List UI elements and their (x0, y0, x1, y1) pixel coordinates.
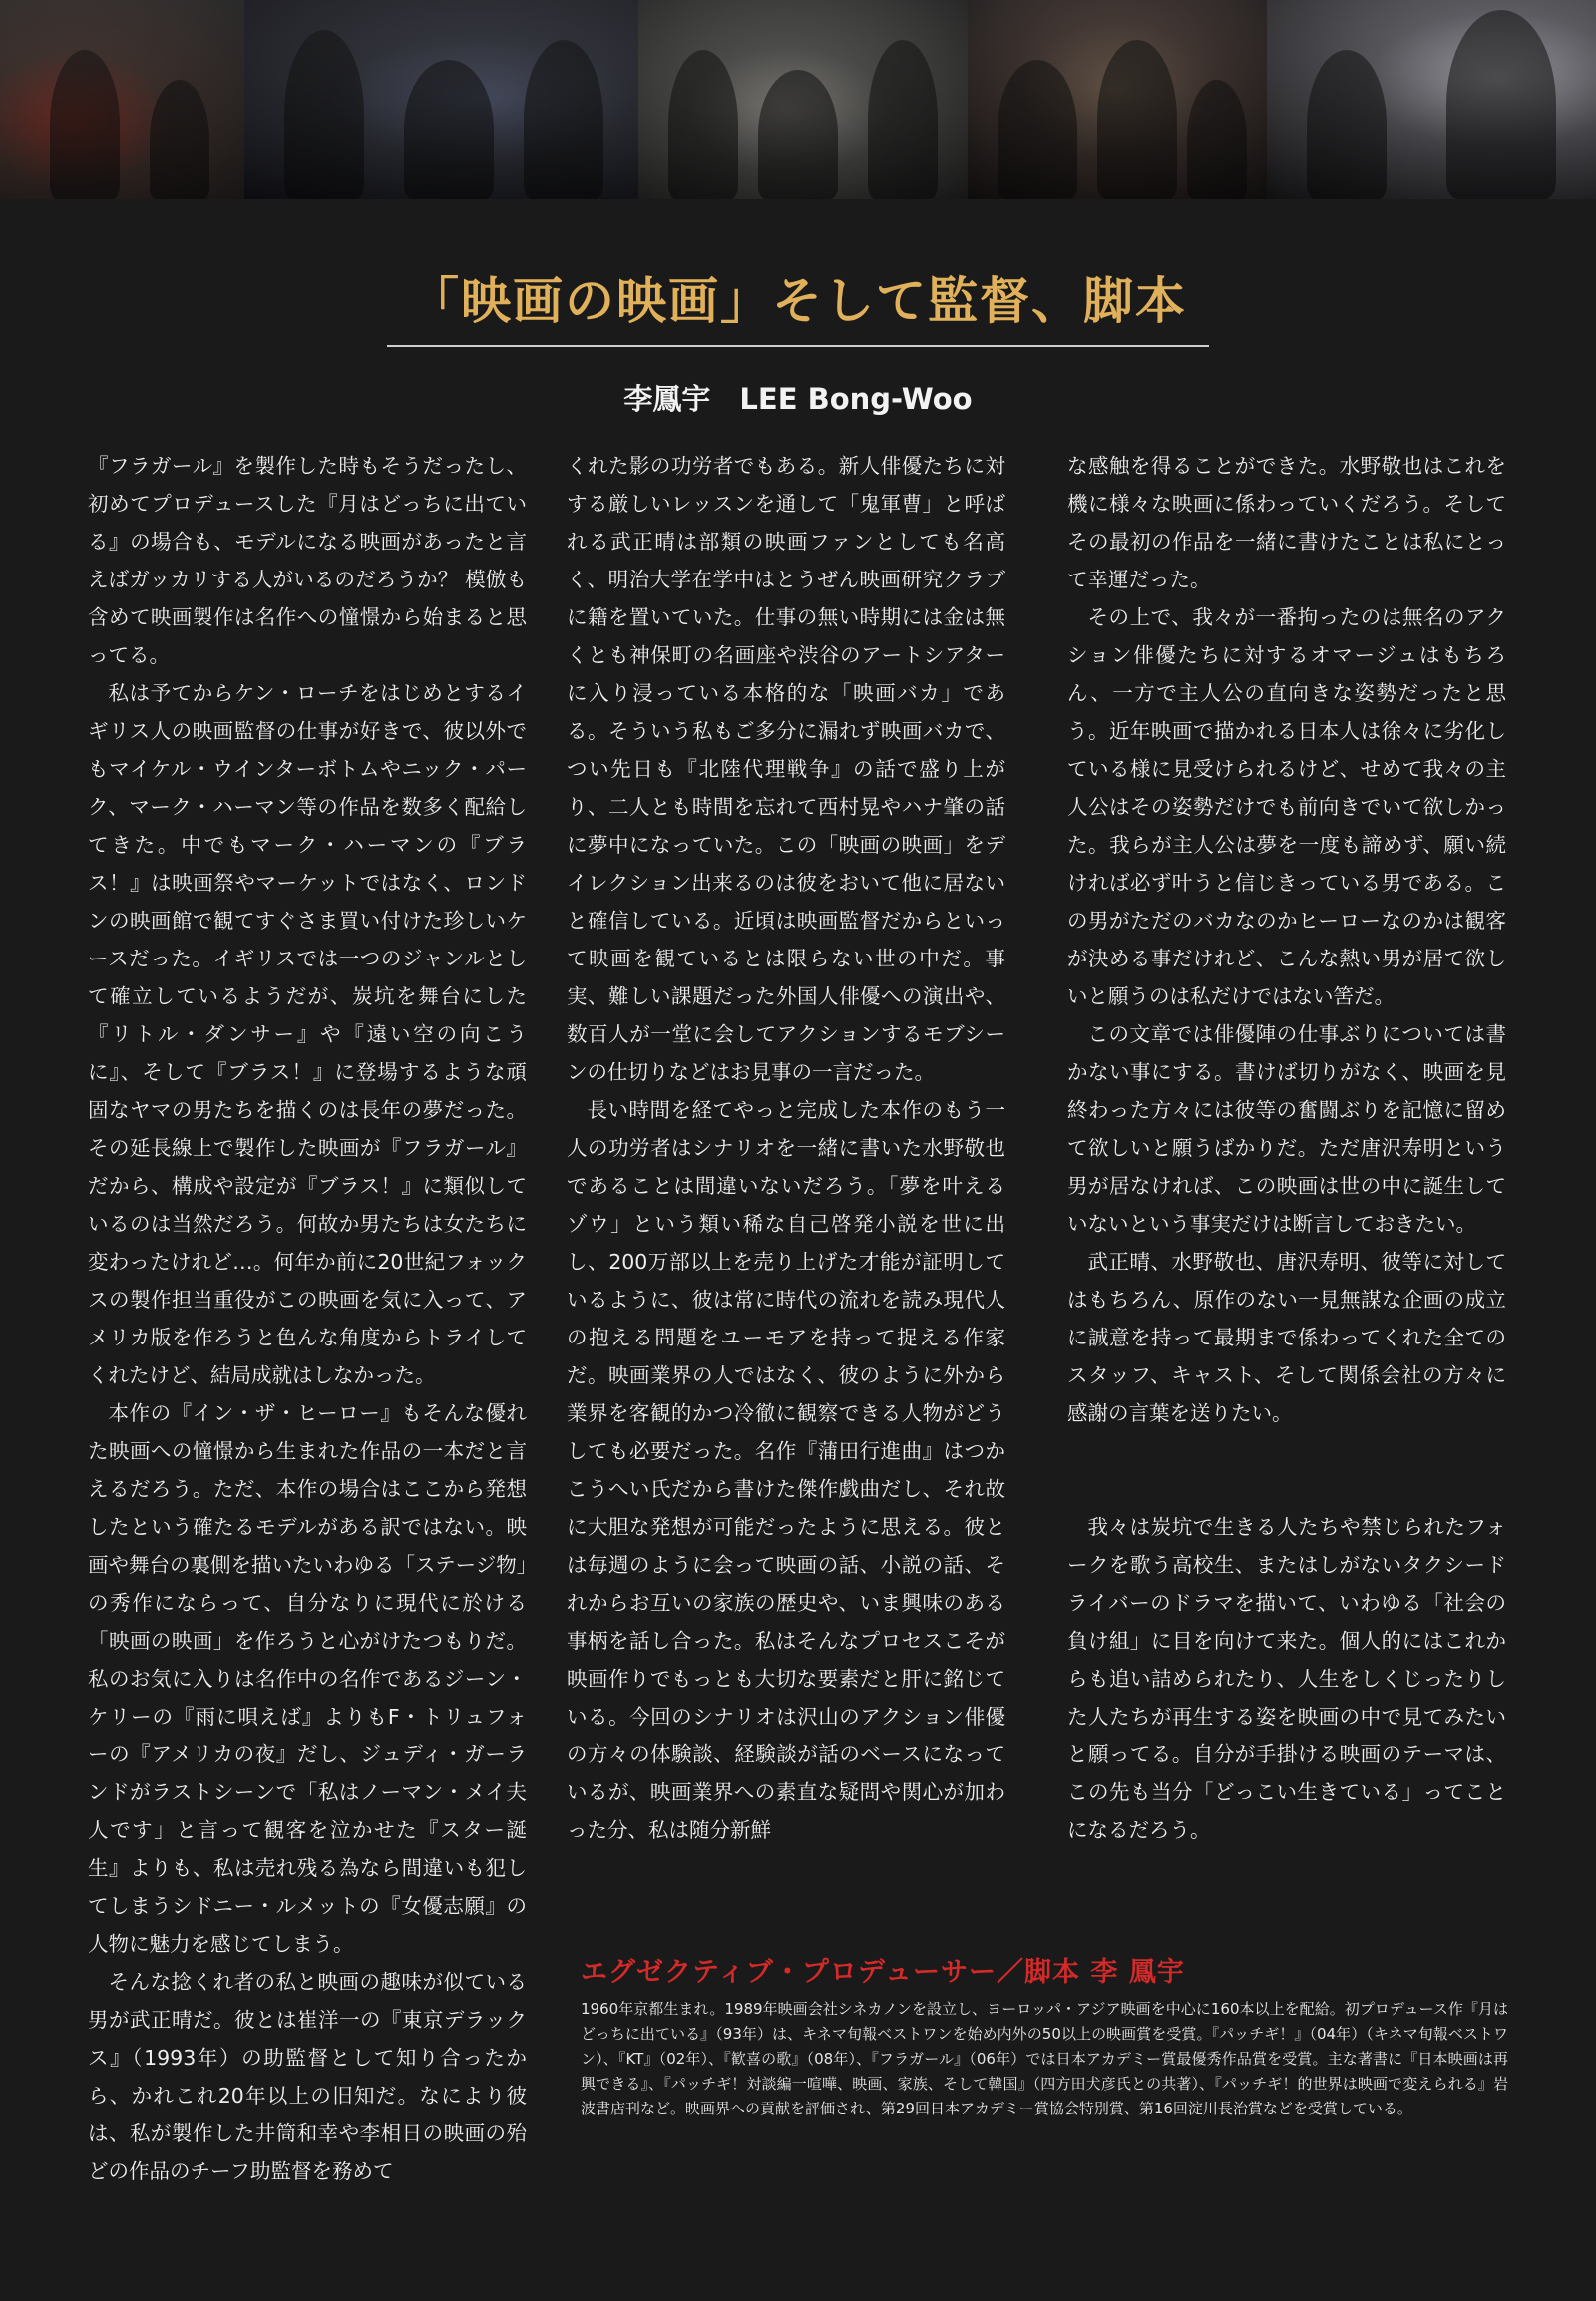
bio-heading: エグゼクティブ・プロデューサー／脚本 李 鳳宇 (581, 1957, 1185, 1988)
paragraph: 武正晴、水野敬也、唐沢寿明、彼等に対してはもちろん、原作のない一見無謀な企画の成立に誠意を持って最期まで係わってくれた全てのスタッフ、キャスト、そして関係会社の方々に感謝の言葉を送りたい。 (1067, 1250, 1506, 1425)
paragraph: 我々は炭坑で生きる人たちや禁じられたフォークを歌う高校生、またはしがないタクシードライバーのドラマを描いて、いわゆる「社会の負け組」に目を向けて来た。個人的にはこれからも追い詰められたり、人生をしくじったりした人たちが再生する姿を映画の中で見てみたいと願ってる。自分が手掛ける映画のテーマは、この先も当分「どっこい生きている」ってことになるだろう。 (1067, 1515, 1506, 1842)
set-photo-1 (0, 0, 244, 199)
paragraph: この文章では俳優陣の仕事ぶりについては書かない事にする。書けば切りがなく、映画を見終わった方々には彼等の奮闘ぶりを記憶に留めて欲しいと願うばかりだ。ただ唐沢寿明という男が居なければ、この映画は世の中に誕生していないという事実だけは断言しておきたい。 (1067, 1022, 1506, 1236)
bio-text: 1960年京都生まれ。1989年映画会社シネカノンを設立し、ヨーロッパ・アジア映画を中心に160本以上を配給。初プロデュース作『月はどっちに出ている』（93年）は、キネマ旬報ベストワンを始め内外の50以上の映画賞を受賞。『パッチギ！』（04年）（キネマ旬報ベストワン）、『KT』（02年）、『歓喜の歌』（08年）、『フラガール』（06年）では日本アカデミー賞最優秀作品賞を受賞。主な著書に『日本映画は再興できる』、『パッチギ！対談編一喧嘩、映画、家族、そして韓国』（四方田犬彦氏との共著）、『パッチギ！的世界は映画で変えられる』岩波書店刊など。映画界への貢献を評価され、第29回日本アカデミー賞協会特別賞、第16回淀川長治賞などを受賞している。 (581, 2000, 1508, 2117)
set-photo-4 (968, 0, 1267, 199)
paragraph: 『フラガール』を製作した時もそうだったし、初めてプロデュースした『月はどっちに出ている』の場合も、モデルになる映画があったと言えばガッカリする人がいるのだろうか？ 模倣も含めて映画製作は名作への憧憬から始まると思ってる。 (88, 454, 527, 667)
column-3-closing (1067, 1508, 1506, 1849)
paragraph: 本作の『イン・ザ・ヒーロー』もそんな優れた映画への憧憬から生まれた作品の一本だと言えるだろう。ただ、本作の場合はここから発想したという確たるモデルがある訳ではない。映画や舞台の裏側を描いたいわゆる「ステージ物」の秀作にならって、自分なりに現代に於ける「映画の映画」を作ろうと心がけたつもりだ。私のお気に入りは名作中の名作であるジーン・ケリーの『雨に唄えば』よりもF・トリュフォーの『アメリカの夜』だし、ジュディ・ガーランドがラストシーンで「私はノーマン・メイ夫人です」と言って観客を泣かせた『スター誕生』よりも、私は売れ残る為なら間違いも犯してしまうシドニー・ルメットの『女優志願』の人物に魅力を感じてしまう。 (88, 1401, 527, 1956)
set-photo-3 (638, 0, 968, 199)
paragraph: そんな捻くれ者の私と映画の趣味が似ている男が武正晴だ。彼とは崔洋一の『東京デラックス』（1993年）の助監督として知り合ったから、かれこれ20年以上の旧知だ。なにより彼は、私が製作した井筒和幸や李相日の映画の殆どの作品のチーフ助監督を務めて (88, 1970, 527, 2183)
column-3-main (1067, 447, 1506, 1432)
paragraph: その上で、我々が一番拘ったのは無名のアクション俳優たちに対するオマージュはもちろん、一方で主人公の直向きな姿勢だったと思う。近年映画で描かれる日本人は徐々に劣化している様に見受けられるけど、せめて我々の主人公はその姿勢だけでも前向きでいて欲しかった。我らが主人公は夢を一度も諦めず、願い続ければ必ず叶うと信じきっている男である。この男がただのバカなのかヒーローなのかは観客が決める事だけれど、こんな熱い男が居て欲しいと願うのは私だけではない筈だ。 (1067, 605, 1506, 1008)
photo-strip (0, 0, 1596, 199)
paragraph: 長い時間を経てやっと完成した本作のもう一人の功労者はシナリオを一緒に書いた水野敬也であることは間違いないだろう。「夢を叶えるゾウ」という類い稀な自己啓発小説を世に出し、200万部以上を売り上げた才能が証明しているように、彼は常に時代の流れを読み現代人の抱える問題をユーモアを持って捉える作家だ。映画業界の人ではなく、彼のように外から業界を客観的かつ冷徹に観察できる人物がどうしても必要だった。名作『蒲田行進曲』はつかこうへい氏だから書けた傑作戯曲だし、それ故に大胆な発想が可能だったように思える。彼とは毎週のように会って映画の話、小説の話、それからお互いの家族の歴史や、いま興味のある事柄を話し合った。私はそんなプロセスこそが映画作りでもっとも大切な要素だと肝に銘じている。今回のシナリオは沢山のアクション俳優の方々の体験談、経験談が話のベースになっているが、映画業界への素直な疑問や関心が加わった分、私は随分新鮮 (567, 1098, 1005, 1842)
set-photo-2 (244, 0, 638, 199)
title-divider (387, 345, 1209, 347)
paragraph: な感触を得ることができた。水野敬也はこれを機に様々な映画に係わっていくだろう。そしてその最初の作品を一緒に書けたことは私にとって幸運だった。 (1067, 454, 1506, 591)
text-column-1 (88, 447, 527, 2190)
text-column-3 (1067, 447, 1506, 1849)
paragraph: 私は予てからケン・ローチをはじめとするイギリス人の映画監督の仕事が好きで、彼以外でもマイケル・ウインターボトムやニック・パーク、マーク・ハーマン等の作品を数多く配給してきた。中でもマーク・ハーマンの『ブラス！』は映画祭やマーケットではなく、ロンドンの映画館で観てすぐさま買い付けた珍しいケースだった。イギリスでは一つのジャンルとして確立しているようだが、炭坑を舞台にした『リトル・ダンサー』や『遠い空の向こうに』、そして『ブラス！』に登場するような頑固なヤマの男たちを描くのは長年の夢だった。その延長線上で製作した映画が『フラガール』だから、構成や設定が『ブラス！』に類似しているのは当然だろう。何故か男たちは女たちに変わったけれど…。何年か前に20世紀フォックスの製作担当重役がこの映画を気に入って、アメリカ版を作ろうと色んな角度からトライしてくれたけど、結局成就はしなかった。 (88, 681, 527, 1387)
page-title: 「映画の映画」そして監督、脚本 (409, 272, 1187, 330)
author-name: 李鳳宇 LEE Bong-Woo (623, 382, 973, 416)
paragraph: くれた影の功労者でもある。新人俳優たちに対する厳しいレッスンを通して「鬼軍曹」と呼ばれる武正晴は部類の映画ファンとしても名高く、明治大学在学中はとうぜん映画研究クラブに籍を置いていた。仕事の無い時期には金は無くとも神保町の名画座や渋谷のアートシアターに入り浸っている本格的な「映画バカ」である。そういう私もご多分に漏れず映画バカで、つい先日も『北陸代理戦争』の話で盛り上がり、二人とも時間を忘れて西村晃やハナ肇の話に夢中になっていた。この「映画の映画」をデイレクション出来るのは彼をおいて他に居ないと確信している。近頃は映画監督だからといって映画を観ているとは限らない世の中だ。事実、難しい課題だった外国人俳優への演出や、数百人が一堂に会してアクションするモブシーンの仕切りなどはお見事の一言だった。 (567, 454, 1005, 1084)
set-photo-5 (1267, 0, 1596, 199)
text-column-2 (567, 447, 1005, 1849)
